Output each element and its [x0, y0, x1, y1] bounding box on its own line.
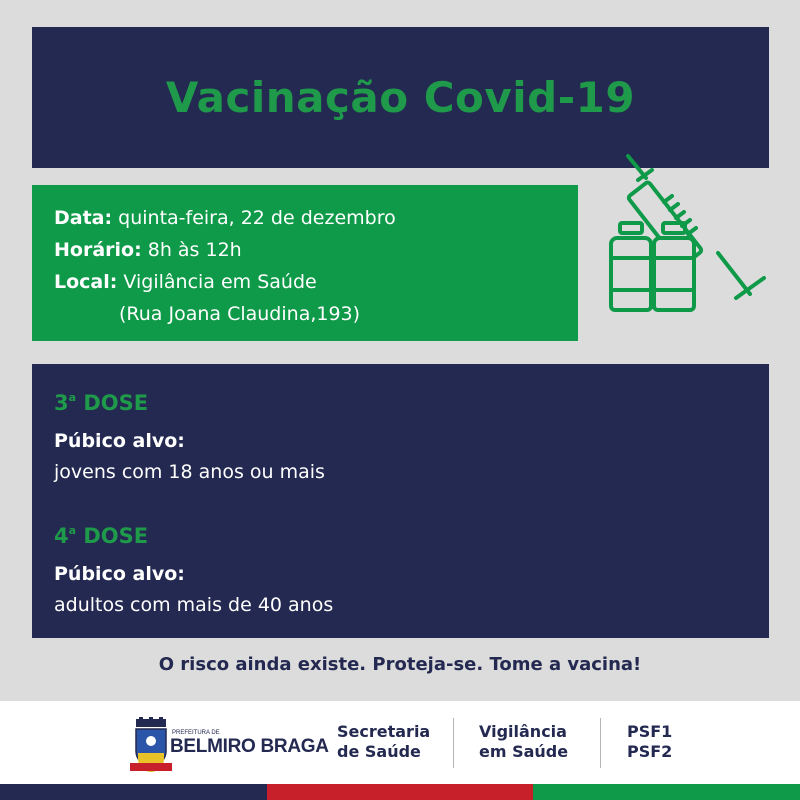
- place-row: [54, 266, 578, 298]
- date-row: [54, 202, 578, 234]
- address-value: (Rua Joana Claudina,193): [119, 303, 361, 325]
- dose-4-audience: adultos com mais de 40 anos: [54, 594, 334, 616]
- footer-stripe-green: [533, 784, 800, 800]
- time-value: 8h às 12h: [147, 239, 242, 261]
- place-label: Local:: [54, 271, 118, 293]
- doses-box: [32, 364, 769, 638]
- dose-4-audience-label: Púbico alvo:: [54, 563, 185, 585]
- vaccine-vials-syringe-icon: [600, 150, 775, 325]
- footer-stripe-red: [267, 784, 533, 800]
- footer-divider: [453, 718, 454, 768]
- event-info-box: [32, 185, 578, 341]
- footer-stripe-navy: [0, 784, 267, 800]
- footer-vigilancia: Vigilância em Saúde: [479, 722, 569, 761]
- tagline: O risco ainda existe. Proteja-se. Tome a vacina!: [158, 654, 642, 675]
- dose-3-title: 3$^a$ DOSE: [54, 391, 149, 415]
- footer-psf: PSF1 PSF2: [627, 722, 673, 761]
- logo-name: BELMIRO BRAGA: [170, 736, 329, 757]
- dose-3-audience: jovens com 18 anos ou mais: [54, 461, 325, 483]
- time-row: [54, 234, 578, 266]
- date-label: Data:: [54, 207, 113, 229]
- address-row: [54, 298, 578, 330]
- footer-secretaria: Secretaria de Saúde: [337, 722, 431, 761]
- time-label: Horário:: [54, 239, 142, 261]
- place-value: Vigilância em Saúde: [123, 271, 317, 293]
- title-banner: [32, 27, 769, 168]
- page-title: Vacinação Covid-19: [165, 73, 636, 122]
- dose-4-title: 4$^a$ DOSE: [54, 524, 149, 548]
- logo-prefix: PREFEITURA DE: [172, 730, 220, 736]
- date-value: quinta-feira, 22 de dezembro: [118, 207, 396, 229]
- footer-divider: [600, 718, 601, 768]
- dose-3-audience-label: Púbico alvo:: [54, 430, 185, 452]
